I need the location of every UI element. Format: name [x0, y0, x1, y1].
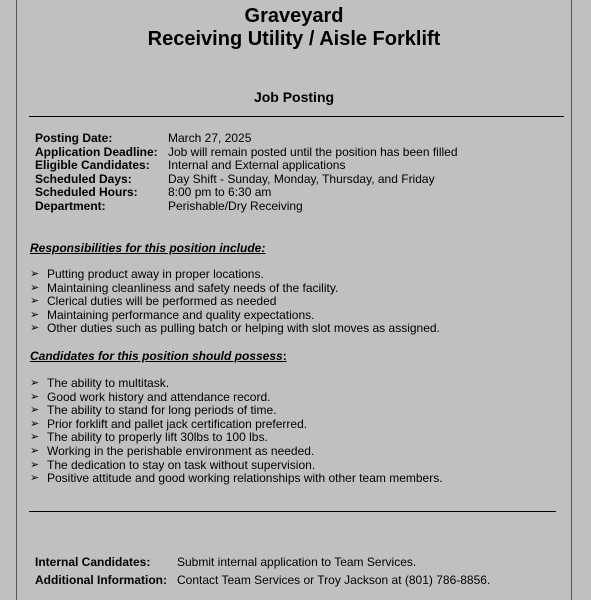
document-page — [16, 0, 572, 600]
contact-info — [35, 553, 490, 589]
detail-row — [35, 200, 458, 214]
contact-value: Contact Team Services or Troy Jackson at (801) 786-8856. — [177, 573, 491, 587]
arrowhead-bullet-icon: ➢ — [30, 404, 40, 417]
arrowhead-bullet-icon: ➢ — [30, 322, 40, 335]
responsibilities-list — [30, 268, 440, 336]
list-item — [30, 445, 443, 459]
detail-row — [35, 159, 458, 173]
detail-row — [35, 173, 458, 187]
arrowhead-bullet-icon: ➢ — [30, 444, 40, 457]
contact-row — [35, 553, 490, 571]
title-line-1: Graveyard — [244, 5, 344, 27]
arrowhead-bullet-icon: ➢ — [30, 472, 40, 485]
list-item — [30, 418, 443, 432]
detail-value: 8:00 pm to 6:30 am — [168, 185, 272, 200]
arrowhead-bullet-icon: ➢ — [30, 308, 40, 321]
detail-value: March 27, 2025 — [168, 131, 252, 145]
list-item-text: Maintaining performance and quality expectations. — [47, 307, 315, 322]
contact-label: Internal Candidates: — [35, 555, 151, 569]
detail-value: Job will remain posted until the position has been filled — [168, 144, 458, 159]
divider-bottom — [29, 511, 556, 512]
detail-row — [35, 186, 458, 200]
title-line-2: Receiving Utility / Aisle Forklift — [147, 28, 441, 50]
detail-label: Department: — [35, 198, 106, 213]
detail-label: Eligible Candidates: — [35, 158, 150, 173]
detail-row — [35, 132, 458, 146]
list-item — [30, 268, 440, 282]
list-item — [30, 459, 443, 473]
responsibilities-heading: Responsibilities for this position include: — [30, 241, 266, 255]
list-item-text: Maintaining cleanliness and safety needs of the facility. — [47, 280, 339, 295]
posting-details — [35, 132, 458, 214]
detail-value: Perishable/Dry Receiving — [168, 198, 303, 213]
contact-label: Additional Information: — [35, 573, 167, 587]
list-item-text: The ability to properly lift 30lbs to 100 lbs. — [47, 430, 268, 445]
detail-label: Scheduled Days: — [35, 171, 132, 186]
list-item — [30, 472, 443, 486]
list-item-text: Positive attitude and good working relationships with other team members. — [47, 471, 443, 486]
list-item-text: Other duties such as pulling batch or helping with slot moves as assigned. — [47, 321, 440, 336]
list-item — [30, 404, 443, 418]
arrowhead-bullet-icon: ➢ — [30, 377, 40, 389]
list-item — [30, 322, 440, 336]
list-item-text: The ability to stand for long periods of time. — [47, 403, 277, 418]
qualifications-list — [30, 377, 443, 486]
contact-value: Submit internal application to Team Services. — [177, 555, 417, 569]
arrowhead-bullet-icon: ➢ — [30, 458, 40, 471]
list-item — [30, 309, 440, 323]
arrowhead-bullet-icon: ➢ — [30, 417, 40, 430]
arrowhead-bullet-icon: ➢ — [30, 268, 40, 280]
detail-value: Internal and External applications — [168, 158, 346, 173]
job-posting-label: Job Posting — [253, 89, 335, 105]
arrowhead-bullet-icon: ➢ — [30, 431, 40, 444]
detail-label: Posting Date: — [35, 131, 113, 145]
arrowhead-bullet-icon: ➢ — [30, 295, 40, 308]
detail-label: Application Deadline: — [35, 144, 158, 159]
list-item-text: The dedication to stay on task without supervision. — [47, 457, 316, 472]
qualifications-heading — [30, 349, 287, 363]
list-item — [30, 282, 440, 296]
list-item-text: Clerical duties will be performed as needed — [47, 294, 277, 309]
list-item-text: Putting product away in proper locations. — [47, 267, 264, 281]
list-item-text: Good work history and attendance record. — [47, 389, 271, 404]
qualifications-heading-text: Candidates for this position should possess — [30, 349, 283, 363]
divider-top — [29, 116, 564, 117]
list-item-text: Working in the perishable environment as needed. — [47, 443, 315, 458]
list-item — [30, 431, 443, 445]
qualifications-heading-colon: : — [282, 349, 287, 363]
arrowhead-bullet-icon: ➢ — [30, 281, 40, 294]
list-item — [30, 391, 443, 405]
detail-label: Scheduled Hours: — [35, 185, 138, 200]
list-item-text: Prior forklift and pallet jack certification preferred. — [47, 416, 308, 431]
list-item-text: The ability to multitask. — [47, 376, 170, 390]
list-item — [30, 295, 440, 309]
detail-row — [35, 146, 458, 160]
contact-row — [35, 571, 490, 589]
detail-value: Day Shift - Sunday, Monday, Thursday, and Friday — [168, 171, 435, 186]
list-item — [30, 377, 443, 391]
arrowhead-bullet-icon: ➢ — [30, 390, 40, 403]
